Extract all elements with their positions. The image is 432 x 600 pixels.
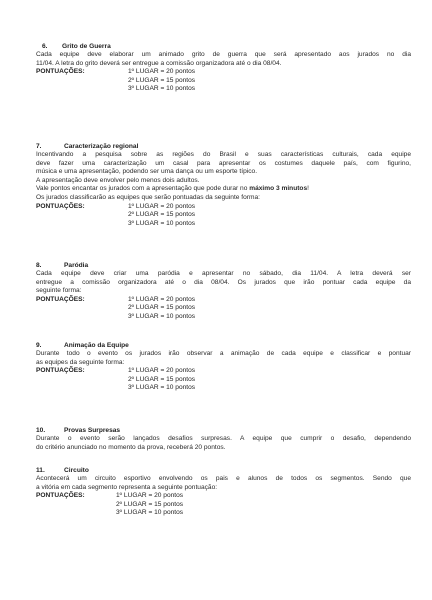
score-place: 2º LUGAR = 15 pontos <box>128 211 196 219</box>
section-title: Circuito <box>64 467 89 474</box>
section-text-line <box>36 185 411 194</box>
score-place: 1º LUGAR = 20 pontos <box>128 68 196 76</box>
score-place: 3º LUGAR = 10 pontos <box>116 509 184 517</box>
section-text-line: Os jurados classificarão as equipes que serão pontuadas da seguinte forma: <box>36 193 260 201</box>
section-caracterizacao-regional <box>36 143 411 229</box>
section-text-line: as equipes da seguinte forma: <box>36 358 125 366</box>
section-text-line: 11/04. A letra do grito deverá ser entregue a comissão organizadora até o dia 08/04. <box>36 59 282 67</box>
section-title: Grito de Guerra <box>62 43 111 50</box>
section-circuito <box>36 467 411 518</box>
section-text-line: A apresentação deve envolver pelo menos dois adultos. <box>36 176 200 184</box>
score-place: 3º LUGAR = 10 pontos <box>128 219 196 227</box>
section-provas-surpresas <box>36 427 411 452</box>
section-parodia <box>36 262 411 322</box>
section-text-line: Cada equipe deve criar uma paródia e apresentar no sábado, dia 11/04. A letra deverá ser <box>36 270 411 277</box>
score-place: 3º LUGAR = 10 pontos <box>128 384 196 392</box>
section-heading <box>36 427 411 435</box>
section-text-line: Cada equipe deve elaborar um animado grito de guerra que será apresentado aos jurados no dia <box>36 51 411 58</box>
section-number: 9. <box>36 342 42 349</box>
section-animacao-da-equipe <box>36 342 411 393</box>
section-text-line: Durante o evento serão lançados desafios surpresas. A equipe que cumprir o desafio, dependendo <box>36 435 411 442</box>
scores-label: PONTUAÇÕES: <box>36 68 85 76</box>
score-table <box>36 367 411 393</box>
score-place: 3º LUGAR = 10 pontos <box>128 312 196 320</box>
score-table <box>36 68 411 94</box>
section-heading <box>36 262 411 270</box>
score-place: 1º LUGAR = 20 pontos <box>116 492 184 500</box>
scores-label: PONTUAÇÕES: <box>36 367 85 375</box>
scores-label: PONTUAÇÕES: <box>36 295 85 303</box>
section-heading <box>36 342 411 350</box>
section-text-line: Acontecerá um circuito esportivo envolvendo os pais e alunos de todos os segmentos. Sendo que <box>36 475 411 482</box>
highlight-suffix: ! <box>307 185 309 193</box>
section-text-line: Durante todo o evento os jurados irão observar a animação de cada equipe e classificar e pontuar <box>36 350 411 357</box>
highlight-duration: máximo 3 minutos <box>249 185 308 193</box>
score-table <box>36 296 411 322</box>
score-place: 2º LUGAR = 15 pontos <box>128 76 196 84</box>
score-place: 2º LUGAR = 15 pontos <box>116 500 184 508</box>
score-table <box>36 492 411 518</box>
section-text-segment: Vale pontos encantar os jurados com a apresentação que pode durar no <box>36 185 248 193</box>
section-title: Provas Surpresas <box>64 427 121 434</box>
section-text-line: seguinte forma: <box>36 287 82 295</box>
section-number: 7. <box>36 143 42 150</box>
section-text-line: entregue a comissão organizadora até o dia 08/04. Os jurados que irão pontuar cada equipe da <box>36 278 411 286</box>
score-place: 3º LUGAR = 10 pontos <box>128 85 196 93</box>
section-grito-de-guerra <box>36 43 411 94</box>
scores-label: PONTUAÇÕES: <box>36 492 85 500</box>
section-heading <box>36 43 411 51</box>
section-text-line: do critério anunciado no momento da prova, receberá 20 pontos. <box>36 443 226 451</box>
section-heading <box>36 143 411 151</box>
section-title: Paródia <box>64 262 89 269</box>
section-text-line: Incentivando a pesquisa sobre as regiões do Brasil e suas características culturais, cada equipe <box>36 151 411 158</box>
scores-label: PONTUAÇÕES: <box>36 202 85 210</box>
section-title: Caracterização regional <box>64 143 139 150</box>
section-number: 10. <box>36 427 46 434</box>
section-text-line: a vitória em cada segmento representa a seguinte pontuação: <box>36 483 218 491</box>
score-place: 1º LUGAR = 20 pontos <box>128 295 196 303</box>
section-number: 8. <box>36 262 42 269</box>
section-text-line: música e uma apresentação, podendo ser uma dança ou um esporte típico. <box>36 168 258 176</box>
section-number: 6. <box>42 43 48 50</box>
section-text-line: deve fazer uma caracterização um casal para apresentar os costumes daquele país, com figurino, <box>36 159 411 167</box>
section-number: 11. <box>36 467 45 474</box>
score-place: 2º LUGAR = 15 pontos <box>128 375 196 383</box>
section-heading <box>36 467 411 475</box>
section-title: Animação da Equipe <box>64 342 129 349</box>
score-table <box>36 203 411 229</box>
score-place: 1º LUGAR = 20 pontos <box>128 367 196 375</box>
score-place: 2º LUGAR = 15 pontos <box>128 304 196 312</box>
score-place: 1º LUGAR = 20 pontos <box>128 202 196 210</box>
